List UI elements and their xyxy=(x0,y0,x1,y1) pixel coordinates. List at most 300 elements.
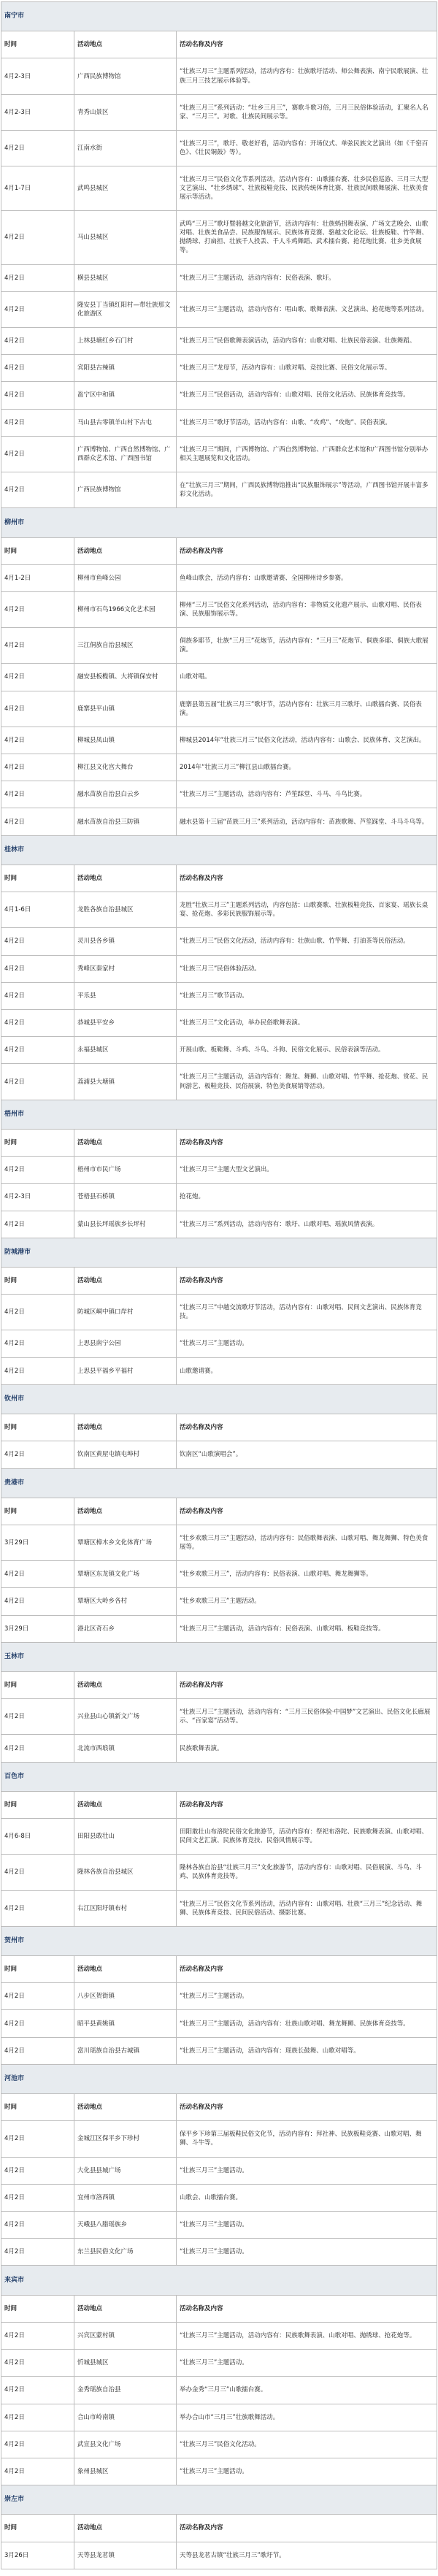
cell-time: 4月2日 xyxy=(1,382,74,409)
cell-content: 鹿寨县第五届“壮族三月三”歌圩节，活动内容有：壮族三月三歌圩、山歌擂台赛、民俗表演。 xyxy=(177,691,437,727)
cell-content: “壮族三月三”歌节活动。 xyxy=(177,982,437,1009)
table-row xyxy=(1,2322,437,2349)
table-row xyxy=(1,2037,437,2064)
cell-time: 4月2日 xyxy=(1,1295,74,1330)
city-name: 南宁市 xyxy=(1,2,437,31)
cell-time: 4月2日 xyxy=(1,982,74,1009)
cell-content: “壮族三月三”中越交流歌圩节活动，活动内容有：山歌对唱、民间文艺演出、民族体育竞技。 xyxy=(177,1295,437,1330)
cell-content: 鱼峰山歌会，活动内容有：山歌邀请赛、全国柳州诗乡参赛。 xyxy=(177,564,437,591)
cell-content: 侗族多耶节，壮族“三月三”花炮节，活动内容有：“三月三”花炮节、侗族多耶、侗族大歌展演。 xyxy=(177,628,437,664)
cell-time: 4月2日 xyxy=(1,2350,74,2377)
cell-location: 广西博物馆、广西自然博物馆、广西群众艺术馆、广西图书馆 xyxy=(74,436,177,472)
cell-content: “壮族三月三”民俗活动，活动内容有：山歌对唱、民俗文化活动、民族体育竞技等。 xyxy=(177,382,437,409)
column-header-content: 活动名称及内容 xyxy=(177,1267,437,1294)
cell-location: 恭城县平安乡 xyxy=(74,1010,177,1037)
table-row xyxy=(1,1441,437,1468)
cell-location: 兴宾区蒙村镇 xyxy=(74,2322,177,2349)
cell-time: 4月2日 xyxy=(1,1157,74,1184)
column-header-location: 活动地点 xyxy=(74,1129,177,1156)
cell-location: 覃塘区樟木乡文化体育广场 xyxy=(74,1525,177,1560)
cell-time: 4月2日 xyxy=(1,2184,74,2211)
cell-content: “壮族三月三”主题活动，活动内容有：“三月三民俗体验·中国梦”文艺演出、民俗文化长廊展示、“百家宴”活动等。 xyxy=(177,1699,437,1735)
cell-time: 4月2日 xyxy=(1,2431,74,2458)
table-row xyxy=(1,355,437,382)
cell-content: “壮族三月三”龙母节，活动内容有：山歌对唱、竞技比赛、民俗文化展示等。 xyxy=(177,355,437,382)
cell-time: 4月2日 xyxy=(1,1441,74,1468)
cell-time: 4月2日 xyxy=(1,955,74,982)
cell-location: 东兰县民俗文化广场 xyxy=(74,2239,177,2266)
cell-location: 覃塘区大岭乡各村 xyxy=(74,1588,177,1615)
column-header-content: 活动名称及内容 xyxy=(177,1414,437,1441)
cell-location: 马山县古零镇羊山村下古屯 xyxy=(74,409,177,436)
cell-time: 4月2日 xyxy=(1,472,74,508)
cell-time: 4月2日 xyxy=(1,355,74,382)
column-header-content: 活动名称及内容 xyxy=(177,865,437,892)
table-row xyxy=(1,2239,437,2266)
cell-location: 龙胜各族自治县城区 xyxy=(74,892,177,928)
cell-location: 富川瑶族自治县古城镇 xyxy=(74,2037,177,2064)
table-row xyxy=(1,211,437,264)
city-header xyxy=(1,1926,437,1955)
cell-location: 柳江县文化宫大舞台 xyxy=(74,754,177,781)
city-header xyxy=(1,1238,437,1267)
city-header xyxy=(1,2,437,31)
table-row xyxy=(1,781,437,808)
cell-location: 鹿寨县平山镇 xyxy=(74,691,177,727)
cell-content: “壮族三月三”主题活动。 xyxy=(177,2350,437,2377)
column-header-time: 时间 xyxy=(1,1414,74,1441)
cell-time: 4月2日 xyxy=(1,1561,74,1588)
city-header xyxy=(1,1100,437,1129)
cell-content: 隆林各族自治县“壮族三月三”文化旅游节，活动内容有：山歌对唱、民俗展演、斗鸟、斗鸡、民族体育竞技等。 xyxy=(177,1855,437,1890)
cell-content: “壮族三月三”期间，广西博物馆、广西自然博物馆、广西群众艺术馆和广西图书馆分别举办相关主题展览和文化活动。 xyxy=(177,436,437,472)
cell-time: 4月2日 xyxy=(1,2239,74,2266)
column-header-location: 活动地点 xyxy=(74,2295,177,2322)
cell-content: 山歌对唱。 xyxy=(177,664,437,691)
column-header-row xyxy=(1,2295,437,2322)
cell-content: “壮族三月三”文化活动，举办民俗歌舞表演。 xyxy=(177,1010,437,1037)
cell-location: 天等县龙茗镇 xyxy=(74,2542,177,2569)
cell-content: “壮族三月三”主题活动，活动内容有：芦笙踩堂、斗马、斗鸟比赛。 xyxy=(177,781,437,808)
table-row xyxy=(1,130,437,166)
city-name: 玉林市 xyxy=(1,1642,437,1671)
cell-location: 灵川县各乡镇 xyxy=(74,928,177,955)
table-row xyxy=(1,2377,437,2404)
city-name: 崇左市 xyxy=(1,2485,437,2515)
column-header-row xyxy=(1,1672,437,1699)
cell-location: 武宣县文化广场 xyxy=(74,2431,177,2458)
table-row xyxy=(1,1330,437,1357)
schedule-table xyxy=(1,1,437,2569)
column-header-time: 时间 xyxy=(1,1956,74,1983)
table-row xyxy=(1,2404,437,2431)
column-header-row xyxy=(1,865,437,892)
cell-time: 4月2日 xyxy=(1,2010,74,2037)
cell-time: 4月1-6日 xyxy=(1,892,74,928)
cell-location: 马山县城区 xyxy=(74,211,177,264)
column-header-row xyxy=(1,31,437,58)
table-row xyxy=(1,1010,437,1037)
table-row xyxy=(1,727,437,754)
cell-location: 金城江区保平乡下珍村 xyxy=(74,2121,177,2157)
cell-time: 4月2日 xyxy=(1,2377,74,2404)
cell-time: 4月2日 xyxy=(1,327,74,354)
cell-content: “壮族三月三”民俗文化节系列活动，活动内容有：山歌对唱、壮族“三月三”纪念活动、舞狮、民族体育竞技、民间民俗活动、摄影比赛。 xyxy=(177,1890,437,1926)
cell-location: 上林县塘红乡石门村 xyxy=(74,327,177,354)
column-header-time: 时间 xyxy=(1,865,74,892)
cell-location: 北流市西埌镇 xyxy=(74,1735,177,1762)
cell-time: 4月2日 xyxy=(1,628,74,664)
cell-content: “壮族三月三”主题活动。 xyxy=(177,2211,437,2238)
cell-content: 开展山歌、板鞋舞、斗鸡、斗鸟、斗狗、民俗文化展示、民俗表演等活动。 xyxy=(177,1037,437,1064)
column-header-content: 活动名称及内容 xyxy=(177,1498,437,1525)
cell-location: 梧州市市民广场 xyxy=(74,1157,177,1184)
cell-time: 4月2日 xyxy=(1,1983,74,2010)
cell-time: 4月2日 xyxy=(1,727,74,754)
cell-time: 4月1-2日 xyxy=(1,564,74,591)
table-row xyxy=(1,2010,437,2037)
cell-time: 4月2日 xyxy=(1,1735,74,1762)
city-header xyxy=(1,1384,437,1414)
table-row xyxy=(1,1157,437,1184)
column-header-location: 活动地点 xyxy=(74,1498,177,1525)
cell-time: 4月2日 xyxy=(1,291,74,327)
cell-time: 4月2日 xyxy=(1,436,74,472)
city-header xyxy=(1,2064,437,2093)
cell-location: 钦南区黄屋屯镇屯埠村 xyxy=(74,1441,177,1468)
column-header-time: 时间 xyxy=(1,2094,74,2121)
column-header-content: 活动名称及内容 xyxy=(177,1129,437,1156)
city-name: 防城港市 xyxy=(1,1238,437,1267)
cell-content: “壮族三月三”主题活动。 xyxy=(177,2458,437,2485)
cell-time: 3月26日 xyxy=(1,2542,74,2569)
column-header-time: 时间 xyxy=(1,1129,74,1156)
cell-content: 山歌会、山歌擂台赛。 xyxy=(177,2184,437,2211)
cell-location: 武鸣县城区 xyxy=(74,166,177,211)
table-row xyxy=(1,2211,437,2238)
table-row xyxy=(1,291,437,327)
table-row xyxy=(1,1295,437,1330)
column-header-content: 活动名称及内容 xyxy=(177,2515,437,2542)
cell-time: 4月2日 xyxy=(1,691,74,727)
cell-content: 举办金秀“三月三”山歌擂台赛。 xyxy=(177,2377,437,2404)
cell-time: 4月2日 xyxy=(1,591,74,627)
table-row xyxy=(1,2542,437,2569)
cell-location: 上思县平福乡平福村 xyxy=(74,1357,177,1384)
cell-time: 4月2日 xyxy=(1,1890,74,1926)
city-header xyxy=(1,508,437,537)
cell-content: “壮族三月三”系列活动：“壮乡三月三”，赛歌斗歌习俗，三月三民俗体验活动，汇聚名人名家、“三月三”。对歌、壮族民间展示等。 xyxy=(177,94,437,130)
table-row xyxy=(1,409,437,436)
table-row xyxy=(1,1983,437,2010)
cell-content: “壮族三月三”主题活动。 xyxy=(177,2157,437,2184)
cell-location: 江南水街 xyxy=(74,130,177,166)
cell-content: “壮族三月三”系列活动，活动内容有：歌圩、山歌对唱、瑶族风情表演。 xyxy=(177,1211,437,1238)
table-row xyxy=(1,691,437,727)
cell-time: 4月2日 xyxy=(1,2157,74,2184)
cell-location: 合山市岭南镇 xyxy=(74,2404,177,2431)
column-header-content: 活动名称及内容 xyxy=(177,537,437,564)
column-header-location: 活动地点 xyxy=(74,1791,177,1818)
cell-location: 蒙山县长坪瑶族乡长坪村 xyxy=(74,1211,177,1238)
cell-time: 4月2日 xyxy=(1,2322,74,2349)
cell-time: 4月2日 xyxy=(1,1010,74,1037)
cell-time: 4月2-3日 xyxy=(1,58,74,94)
cell-location: 忻城县城区 xyxy=(74,2350,177,2377)
cell-time: 4月2日 xyxy=(1,1699,74,1735)
table-row xyxy=(1,1890,437,1926)
cell-time: 4月2日 xyxy=(1,1330,74,1357)
table-row xyxy=(1,264,437,291)
cell-content: “壮族三月三”主题活动，活动内容有：瑶族长鼓舞、山歌对唱等。 xyxy=(177,2037,437,2064)
cell-time: 4月2日 xyxy=(1,1211,74,1238)
cell-content: “壮族三月三”民俗文化活动，活动内容有：壮族山歌、竹竿舞、打油茶等民俗活动。 xyxy=(177,928,437,955)
table-row xyxy=(1,472,437,508)
city-header xyxy=(1,835,437,865)
table-row xyxy=(1,1615,437,1642)
cell-location: 港北区奇石乡 xyxy=(74,1615,177,1642)
column-header-location: 活动地点 xyxy=(74,31,177,58)
table-row xyxy=(1,2350,437,2377)
table-row xyxy=(1,436,437,472)
cell-content: 天等县龙茗古镇“壮族三月三”歌圩节。 xyxy=(177,2542,437,2569)
cell-content: 山歌邀请赛。 xyxy=(177,1357,437,1384)
column-header-location: 活动地点 xyxy=(74,1414,177,1441)
table-row xyxy=(1,327,437,354)
city-name: 桂林市 xyxy=(1,835,437,865)
cell-location: 宜州市洛西镇 xyxy=(74,2184,177,2211)
column-header-content: 活动名称及内容 xyxy=(177,2094,437,2121)
cell-content: 2014年“壮族三月三”柳江县山歌擂台赛。 xyxy=(177,754,437,781)
cell-location: 融安县板榄镇、大将镇保安村 xyxy=(74,664,177,691)
table-row xyxy=(1,664,437,691)
cell-content: “壮族三月三”主题活动。 xyxy=(177,2239,437,2266)
cell-time: 4月2日 xyxy=(1,2404,74,2431)
cell-content: “壮族三月三”民俗文化节系列活动，活动内容有：山歌擂台赛、壮乡民俗巡游、三月三大型文艺演出、“壮乡绣球”、壮族板鞋竞技、民族传统体育比赛、壮族民间歌舞展演、壮族美食展示等活动。 xyxy=(177,166,437,211)
column-header-content: 活动名称及内容 xyxy=(177,1672,437,1699)
cell-location: 隆安县丁当镇红阳村—带壮族那文化旅游区 xyxy=(74,291,177,327)
cell-content: “壮乡欢歌三月三”，活动内容有：民俗表演、山歌对唱、舞龙舞狮等。 xyxy=(177,1561,437,1588)
column-header-location: 活动地点 xyxy=(74,865,177,892)
cell-content: 举办合山市“三月三”壮族歌舞活动。 xyxy=(177,2404,437,2431)
cell-content: “壮族三月三”主题活动。 xyxy=(177,1330,437,1357)
cell-time: 4月2日 xyxy=(1,1357,74,1384)
column-header-location: 活动地点 xyxy=(74,2094,177,2121)
cell-time: 4月2日 xyxy=(1,2211,74,2238)
table-row xyxy=(1,2458,437,2485)
table-row xyxy=(1,1819,437,1855)
cell-time: 4月2日 xyxy=(1,1855,74,1890)
cell-time: 4月2日 xyxy=(1,2121,74,2157)
city-name: 百色市 xyxy=(1,1762,437,1791)
cell-location: 上思县南宁公园 xyxy=(74,1330,177,1357)
table-row xyxy=(1,1588,437,1615)
cell-time: 4月2日 xyxy=(1,664,74,691)
cell-location: 隆林各族自治县城区 xyxy=(74,1855,177,1890)
schedule-body xyxy=(1,2,437,2569)
cell-location: 荔浦县大塘镇 xyxy=(74,1064,177,1100)
city-header xyxy=(1,2266,437,2295)
table-row xyxy=(1,382,437,409)
cell-location: 广西民族博物馆 xyxy=(74,58,177,94)
column-header-location: 活动地点 xyxy=(74,1956,177,1983)
cell-time: 4月2日 xyxy=(1,2037,74,2064)
column-header-row xyxy=(1,2515,437,2542)
cell-location: 兴业县山心镇新文广场 xyxy=(74,1699,177,1735)
cell-location: 昭平县黄姚镇 xyxy=(74,2010,177,2037)
cell-content: 龙胜“壮族三月三”主题系列活动，内容包括：山歌赛歌、壮族板鞋竞技、百家宴、瑶族长桌宴、抢花炮、多彩民族服饰展示等。 xyxy=(177,892,437,928)
column-header-row xyxy=(1,1498,437,1525)
cell-location: 天峨县八腊瑶族乡 xyxy=(74,2211,177,2238)
cell-content: “壮族三月三”主题活动，活动内容有：民俗表演、山歌对唱、板鞋竞技等。 xyxy=(177,1615,437,1642)
cell-location: 金秀瑶族自治县 xyxy=(74,2377,177,2404)
column-header-row xyxy=(1,1956,437,1983)
table-row xyxy=(1,955,437,982)
city-header xyxy=(1,1762,437,1791)
cell-content: 保平乡下珍第三届板鞋民俗文化节，活动内容有：拜社神、民族板鞋竞赛、山歌对唱、舞狮、斗牛等。 xyxy=(177,2121,437,2157)
table-row xyxy=(1,1184,437,1211)
column-header-location: 活动地点 xyxy=(74,1672,177,1699)
cell-time: 4月2日 xyxy=(1,1588,74,1615)
city-name: 钦州市 xyxy=(1,1384,437,1414)
column-header-row xyxy=(1,1129,437,1156)
table-row xyxy=(1,2431,437,2458)
column-header-location: 活动地点 xyxy=(74,537,177,564)
city-header xyxy=(1,1642,437,1671)
table-row xyxy=(1,1357,437,1384)
column-header-time: 时间 xyxy=(1,1498,74,1525)
cell-location: 融水苗族自治县三防镇 xyxy=(74,808,177,835)
cell-location: 防城区峒中镇口岸村 xyxy=(74,1295,177,1330)
cell-location: 宾阳县古辣镇 xyxy=(74,355,177,382)
cell-time: 4月2日 xyxy=(1,211,74,264)
cell-location: 邕宁区中和镇 xyxy=(74,382,177,409)
column-header-content: 活动名称及内容 xyxy=(177,1956,437,1983)
table-row xyxy=(1,564,437,591)
table-row xyxy=(1,1064,437,1100)
column-header-location: 活动地点 xyxy=(74,1267,177,1294)
cell-location: 象州县城区 xyxy=(74,2458,177,2485)
cell-time: 4月2-3日 xyxy=(1,1184,74,1211)
cell-location: 永福县城区 xyxy=(74,1037,177,1064)
cell-time: 4月1-7日 xyxy=(1,166,74,211)
cell-time: 4月2日 xyxy=(1,928,74,955)
column-header-row xyxy=(1,1267,437,1294)
cell-content: 柳城县2014年“壮族三月三”民俗文化活动，活动内容有：山歌会、民族体育、文艺演出。 xyxy=(177,727,437,754)
cell-location: 八步区贺街镇 xyxy=(74,1983,177,2010)
cell-location: 三江侗族自治县城区 xyxy=(74,628,177,664)
column-header-time: 时间 xyxy=(1,1267,74,1294)
column-header-content: 活动名称及内容 xyxy=(177,1791,437,1818)
cell-content: 柳州“三月三”民俗文化系列活动，活动内容有：非物质文化遗产展示、山歌对唱、民俗表演、民族服饰展示等。 xyxy=(177,591,437,627)
cell-time: 4月2日 xyxy=(1,2458,74,2485)
column-header-row xyxy=(1,537,437,564)
city-header xyxy=(1,1468,437,1498)
column-header-content: 活动名称及内容 xyxy=(177,31,437,58)
table-row xyxy=(1,1211,437,1238)
table-row xyxy=(1,1855,437,1890)
table-row xyxy=(1,2121,437,2157)
cell-location: 覃塘区东龙镇文化广场 xyxy=(74,1561,177,1588)
table-row xyxy=(1,1735,437,1762)
cell-content: “壮族三月三”歌圩节活动，活动内容有：山歌、“攻鸡”、“攻炮”、民俗表演。 xyxy=(177,409,437,436)
city-name: 梧州市 xyxy=(1,1100,437,1129)
column-header-row xyxy=(1,2094,437,2121)
cell-content: 田阳敢壮山布洛陀民俗文化旅游节，活动内容有：祭祀布洛陀、民族歌舞表演、山歌对唱、民间文艺汇演、民族体育竞技、民俗风情展示等。 xyxy=(177,1819,437,1855)
cell-time: 4月2日 xyxy=(1,808,74,835)
cell-content: “壮族三月三”民俗文化活动。 xyxy=(177,2431,437,2458)
table-row xyxy=(1,58,437,94)
column-header-time: 时间 xyxy=(1,2515,74,2542)
table-row xyxy=(1,1037,437,1064)
cell-content: “壮族三月三”，歌圩、敬老好看，活动内容有：开场仪式、单弦民族文艺演出（如《千窑百色》、《壮民铜鼓》等）。 xyxy=(177,130,437,166)
column-header-location: 活动地点 xyxy=(74,2515,177,2542)
table-row xyxy=(1,94,437,130)
cell-content: “壮族三月三”民俗体验活动。 xyxy=(177,955,437,982)
column-header-row xyxy=(1,1414,437,1441)
cell-content: 抢花炮。 xyxy=(177,1184,437,1211)
cell-location: 大化县县城广场 xyxy=(74,2157,177,2184)
table-row xyxy=(1,2184,437,2211)
cell-content: 钦南区“山歌演唱会”。 xyxy=(177,1441,437,1468)
cell-time: 4月2日 xyxy=(1,1064,74,1100)
cell-time: 3月29日 xyxy=(1,1525,74,1560)
city-name: 来宾市 xyxy=(1,2266,437,2295)
cell-content: “壮族三月三”主题活动，活动内容有：舞龙、舞狮、山歌对唱、竹竿舞、抢花炮、赏花、民间游艺、板鞋竞技、民俗展演、特色美食展销等活动。 xyxy=(177,1064,437,1100)
table-row xyxy=(1,628,437,664)
cell-location: 平乐县 xyxy=(74,982,177,1009)
cell-location: 柳州市石鸟1966文化艺术园 xyxy=(74,591,177,627)
cell-content: “壮乡欢歌三月三”主题活动。 xyxy=(177,1588,437,1615)
cell-time: 4月2-3日 xyxy=(1,94,74,130)
cell-content: “壮族三月三”主题活动。 xyxy=(177,1983,437,2010)
city-header xyxy=(1,2485,437,2515)
cell-location: 柳城县凤山镇 xyxy=(74,727,177,754)
cell-time: 4月2日 xyxy=(1,754,74,781)
cell-location: 右江区阳圩镇布村 xyxy=(74,1890,177,1926)
city-name: 河池市 xyxy=(1,2064,437,2093)
table-row xyxy=(1,591,437,627)
column-header-time: 时间 xyxy=(1,1791,74,1818)
table-row xyxy=(1,1699,437,1735)
cell-content: “壮族三月三”主题系列活动，活动内容有：壮族歌圩活动、师公舞表演、南宁民歌展演、壮族三月三技艺展示体验等。 xyxy=(177,58,437,94)
table-row xyxy=(1,982,437,1009)
cell-location: 苍梧县石桥镇 xyxy=(74,1184,177,1211)
cell-content: “壮乡欢歌三月三”主题活动，活动内容有：民俗歌舞表演、山歌对唱、舞龙舞狮、特色美食展等。 xyxy=(177,1525,437,1560)
cell-time: 4月2日 xyxy=(1,409,74,436)
cell-location: 秀峰区秦家村 xyxy=(74,955,177,982)
cell-time: 3月29日 xyxy=(1,1615,74,1642)
table-row xyxy=(1,2157,437,2184)
cell-time: 4月2日 xyxy=(1,130,74,166)
city-name: 贵港市 xyxy=(1,1468,437,1498)
cell-content: 武鸣“三月三”歌圩暨骆越文化旅游节，活动内容有：壮族蚂拐舞表演、广场文艺晚会、山歌对唱、壮族美食品尝、民族服饰展示、民族体育竞赛、骆越文化论坛、壮族板鞋、竹竿舞、抛绣球、打扁担、壮族千人投丢、千人斗鸡舞蹈、武术擂台赛、抢花炮比赛、壮乡美食展等。 xyxy=(177,211,437,264)
cell-time: 4月2日 xyxy=(1,781,74,808)
column-header-time: 时间 xyxy=(1,31,74,58)
cell-content: “壮族三月三”民俗歌舞表演活动，活动内容有：山歌对唱、壮族民俗表演、壮族舞蹈。 xyxy=(177,327,437,354)
cell-content: “壮族三月三”主题大型文艺演出。 xyxy=(177,1157,437,1184)
cell-content: “壮族三月三”主题活动，活动内容有：民族歌舞表演、山歌对唱、抛绣球、抢花炮等。 xyxy=(177,2322,437,2349)
table-row xyxy=(1,808,437,835)
column-header-row xyxy=(1,1791,437,1818)
table-row xyxy=(1,1525,437,1560)
cell-content: “壮族三月三”主题活动，活动内容有：民俗表演、歌圩。 xyxy=(177,264,437,291)
cell-content: “壮族三月三”主题活动，活动内容有：唱山歌、歌舞表演、文艺演出、抢花炮等系列活动。 xyxy=(177,291,437,327)
column-header-time: 时间 xyxy=(1,2295,74,2322)
cell-time: 4月2日 xyxy=(1,264,74,291)
cell-location: 柳州市鱼峰公园 xyxy=(74,564,177,591)
cell-content: 民族歌舞表演。 xyxy=(177,1735,437,1762)
